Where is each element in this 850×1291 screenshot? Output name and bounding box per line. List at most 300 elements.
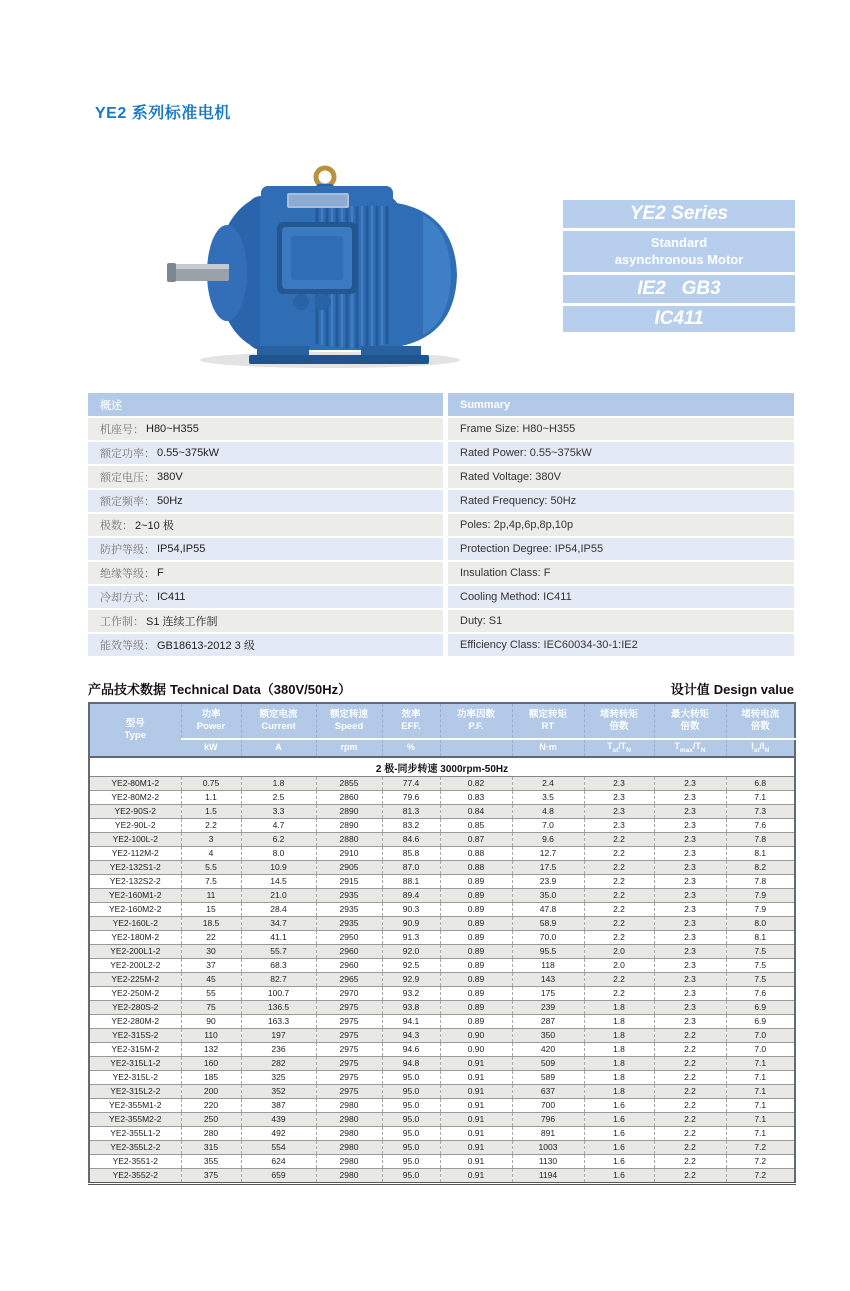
cell-pf: 0.91 [440,1169,512,1184]
cell-pf: 0.89 [440,875,512,889]
cell-ist-in: 6.9 [726,1001,795,1015]
cell-speed: 2905 [316,861,382,875]
cell-tmax-tn: 2.2 [654,1169,726,1184]
table-row [89,1043,795,1057]
col-locked-rotor-torque: 堵转转矩 倍数 [584,703,654,739]
cell-current: 21.0 [241,889,316,903]
summary-label-cn: 防护等级： [100,544,155,556]
cell-speed: 2950 [316,931,382,945]
summary-value-cn: 2~10 极 [135,520,174,532]
cell-speed: 2975 [316,1029,382,1043]
cell-speed: 2980 [316,1127,382,1141]
col-speed: 额定转速 Speed [316,703,382,739]
summary-value-en: Efficiency Class: IEC60034-30-1:IE2 [448,634,794,656]
cell-ist-in: 7.1 [726,1127,795,1141]
cell-ist-in: 7.9 [726,903,795,917]
cell-tmax-tn: 2.3 [654,875,726,889]
cell-speed: 2975 [316,1085,382,1099]
cell-eff: 77.4 [382,777,440,791]
cell-current: 352 [241,1085,316,1099]
cell-tmax-tn: 2.2 [654,1155,726,1169]
cell-speed: 2975 [316,1043,382,1057]
cell-tst-tn: 2.2 [584,875,654,889]
cell-tmax-tn: 2.3 [654,805,726,819]
cell-current: 492 [241,1127,316,1141]
cell-pf: 0.91 [440,1057,512,1071]
cell-rt: 12.7 [512,847,584,861]
cell-rt: 891 [512,1127,584,1141]
cell-type: YE2-3551-2 [89,1155,181,1169]
cell-current: 325 [241,1071,316,1085]
cell-current: 8.0 [241,847,316,861]
cell-ist-in: 8.1 [726,931,795,945]
cell-tst-tn: 2.0 [584,945,654,959]
cell-tmax-tn: 2.3 [654,819,726,833]
summary-row [88,490,794,512]
table-row [89,1127,795,1141]
badge-series: YE2 Series [563,200,795,228]
summary-row [88,514,794,536]
tech-table-header [89,703,795,757]
cell-current: 439 [241,1113,316,1127]
cell-eff: 83.2 [382,819,440,833]
cell-power: 55 [181,987,241,1001]
cell-tmax-tn: 2.3 [654,889,726,903]
cell-ist-in: 7.5 [726,959,795,973]
cell-rt: 118 [512,959,584,973]
cell-current: 3.3 [241,805,316,819]
cell-rt: 1003 [512,1141,584,1155]
cell-ist-in: 7.1 [726,1057,795,1071]
cell-speed: 2915 [316,875,382,889]
cell-ist-in: 8.1 [726,847,795,861]
summary-value-cn: F [157,567,164,579]
table-row [89,819,795,833]
cell-tst-tn: 1.8 [584,1071,654,1085]
cell-speed: 2960 [316,945,382,959]
col-rt: 额定转矩 RT [512,703,584,739]
cell-tst-tn: 2.2 [584,973,654,987]
cell-tmax-tn: 2.2 [654,1085,726,1099]
cell-power: 220 [181,1099,241,1113]
cell-tst-tn: 1.6 [584,1099,654,1113]
cell-eff: 94.6 [382,1043,440,1057]
summary-label-cn: 额定频率： [100,496,155,508]
cell-current: 14.5 [241,875,316,889]
cell-speed: 2975 [316,1057,382,1071]
cell-tmax-tn: 2.3 [654,973,726,987]
cell-tmax-tn: 2.2 [654,1071,726,1085]
cell-pf: 0.88 [440,847,512,861]
table-row [89,875,795,889]
cell-pf: 0.89 [440,931,512,945]
cell-tst-tn: 2.0 [584,959,654,973]
table-row [89,1099,795,1113]
cell-power: 22 [181,931,241,945]
cell-power: 2.2 [181,819,241,833]
cell-pf: 0.91 [440,1127,512,1141]
cell-rt: 350 [512,1029,584,1043]
summary-rows [88,418,794,656]
cell-tmax-tn: 2.2 [654,1043,726,1057]
cell-current: 236 [241,1043,316,1057]
summary-header-en: Summary [448,393,794,416]
cell-ist-in: 8.2 [726,861,795,875]
cell-speed: 2980 [316,1141,382,1155]
cell-tst-tn: 2.2 [584,847,654,861]
cell-pf: 0.89 [440,917,512,931]
tech-title-left [88,679,351,698]
col-type: 型号 Type [89,703,181,757]
cell-speed: 2960 [316,959,382,973]
cell-type: YE2-100L-2 [89,833,181,847]
cell-eff: 95.0 [382,1141,440,1155]
table-row [89,903,795,917]
summary-label-cn: 能效等级： [100,640,155,652]
table-row [89,1085,795,1099]
table-row [89,1113,795,1127]
cell-type: YE2-315S-2 [89,1029,181,1043]
cell-pf: 0.87 [440,833,512,847]
cell-ist-in: 6.8 [726,777,795,791]
cell-tst-tn: 2.2 [584,903,654,917]
cell-speed: 2975 [316,1001,382,1015]
cell-ist-in: 7.8 [726,875,795,889]
table-row [89,959,795,973]
cell-ist-in: 7.3 [726,805,795,819]
cell-current: 68.3 [241,959,316,973]
summary-row [88,466,794,488]
cell-tst-tn: 2.3 [584,777,654,791]
cell-ist-in: 7.0 [726,1029,795,1043]
summary-value-cn: GB18613-2012 3 级 [157,640,255,652]
cell-eff: 89.4 [382,889,440,903]
summary-row [88,586,794,608]
cell-pf: 0.89 [440,1001,512,1015]
cell-tmax-tn: 2.3 [654,931,726,945]
cell-tst-tn: 2.2 [584,889,654,903]
cell-tst-tn: 1.8 [584,1015,654,1029]
cell-power: 0.75 [181,777,241,791]
cell-pf: 0.89 [440,973,512,987]
cell-pf: 0.85 [440,819,512,833]
summary-row [88,538,794,560]
cell-rt: 700 [512,1099,584,1113]
cell-current: 659 [241,1169,316,1184]
cell-speed: 2975 [316,1071,382,1085]
cell-ist-in: 7.6 [726,819,795,833]
cell-tmax-tn: 2.2 [654,1057,726,1071]
table-row [89,1001,795,1015]
summary-value-en: Poles: 2p,4p,6p,8p,10p [448,514,794,536]
cell-rt: 509 [512,1057,584,1071]
unit-percent: % [382,739,440,757]
cell-power: 185 [181,1071,241,1085]
cell-power: 15 [181,903,241,917]
summary-label-cn: 绝缘等级： [100,568,155,580]
summary-value-en: Rated Frequency: 50Hz [448,490,794,512]
cell-speed: 2910 [316,847,382,861]
col-eff: 效率 EFF. [382,703,440,739]
cell-ist-in: 7.2 [726,1155,795,1169]
cell-type: YE2-315L2-2 [89,1085,181,1099]
table-row [89,917,795,931]
cell-speed: 2860 [316,791,382,805]
cell-tst-tn: 1.6 [584,1169,654,1184]
cell-current: 6.2 [241,833,316,847]
cell-eff: 92.0 [382,945,440,959]
badge-subtitle-line1: Standard [650,235,708,251]
summary-row [88,634,794,656]
cell-eff: 95.0 [382,1169,440,1184]
cell-current: 41.1 [241,931,316,945]
cell-eff: 87.0 [382,861,440,875]
cell-type: YE2-132S1-2 [89,861,181,875]
cell-power: 1.1 [181,791,241,805]
cell-current: 28.4 [241,903,316,917]
cell-rt: 23.9 [512,875,584,889]
table-row [89,889,795,903]
unit-tst-tn: $T_{st}/T_N$ [584,739,654,757]
cell-current: 100.7 [241,987,316,1001]
cell-power: 200 [181,1085,241,1099]
table-row [89,847,795,861]
table-row [89,1015,795,1029]
cell-tst-tn: 1.6 [584,1113,654,1127]
cell-power: 45 [181,973,241,987]
cell-ist-in: 8.0 [726,917,795,931]
cell-ist-in: 7.0 [726,1043,795,1057]
table-row [89,1057,795,1071]
cell-tst-tn: 1.6 [584,1127,654,1141]
col-pf: 功率因数 P.F. [440,703,512,739]
cell-tst-tn: 1.8 [584,1029,654,1043]
cell-rt: 287 [512,1015,584,1029]
tech-table-body [89,777,795,1184]
cell-pf: 0.91 [440,1099,512,1113]
cell-power: 37 [181,959,241,973]
cell-eff: 95.0 [382,1113,440,1127]
cell-tst-tn: 1.8 [584,1085,654,1099]
cell-current: 82.7 [241,973,316,987]
summary-value-en: Insulation Class: F [448,562,794,584]
cell-rt: 589 [512,1071,584,1085]
cell-speed: 2965 [316,973,382,987]
tech-title-en: Technical Data（380V/50Hz） [170,682,352,697]
unit-tmax-tn: $T_{max}/T_N$ [654,739,726,757]
summary-value-en: Protection Degree: IP54,IP55 [448,538,794,560]
cell-power: 355 [181,1155,241,1169]
cell-speed: 2855 [316,777,382,791]
cell-power: 75 [181,1001,241,1015]
cell-speed: 2935 [316,903,382,917]
cell-speed: 2980 [316,1099,382,1113]
cell-ist-in: 7.1 [726,1099,795,1113]
cell-type: YE2-160L-2 [89,917,181,931]
summary-value-cn: IC411 [157,591,186,603]
table-row [89,1155,795,1169]
table-row [89,945,795,959]
cell-tst-tn: 2.3 [584,791,654,805]
cell-power: 1.5 [181,805,241,819]
cell-eff: 79.6 [382,791,440,805]
col-locked-rotor-current: 堵转电流 倍数 [726,703,795,739]
summary-label-cn: 机座号： [100,424,144,436]
tech-title-cn: 产品技术数据 [88,682,167,697]
cell-pf: 0.89 [440,959,512,973]
pole-section-label: 2 极-同步转速 3000rpm-50Hz [89,757,795,777]
cell-eff: 92.5 [382,959,440,973]
cell-current: 387 [241,1099,316,1113]
cell-rt: 1130 [512,1155,584,1169]
cell-eff: 95.0 [382,1071,440,1085]
cell-rt: 2.4 [512,777,584,791]
cell-type: YE2-225M-2 [89,973,181,987]
cell-speed: 2880 [316,833,382,847]
unit-nm: N·m [512,739,584,757]
cell-current: 2.5 [241,791,316,805]
cell-tmax-tn: 2.2 [654,1099,726,1113]
design-value-en: Design value [713,682,794,697]
cell-rt: 70.0 [512,931,584,945]
cell-rt: 95.5 [512,945,584,959]
summary-header-cn: 概述 [88,393,443,416]
cell-type: YE2-355L2-2 [89,1141,181,1155]
table-row [89,1169,795,1184]
cell-tmax-tn: 2.2 [654,1141,726,1155]
table-row [89,931,795,945]
cell-ist-in: 7.1 [726,1071,795,1085]
eye-bolt-icon [316,168,334,186]
cell-tmax-tn: 2.3 [654,1015,726,1029]
cell-speed: 2935 [316,917,382,931]
table-row [89,1141,795,1155]
cell-power: 5.5 [181,861,241,875]
cell-ist-in: 7.1 [726,791,795,805]
cell-speed: 2890 [316,805,382,819]
cell-rt: 420 [512,1043,584,1057]
cell-power: 4 [181,847,241,861]
summary-value-cn: H80~H355 [146,423,199,435]
cell-tmax-tn: 2.3 [654,777,726,791]
cell-type: YE2-250M-2 [89,987,181,1001]
summary-label-cn: 额定电压： [100,472,155,484]
cell-eff: 91.3 [382,931,440,945]
cell-tmax-tn: 2.2 [654,1113,726,1127]
cell-pf: 0.91 [440,1085,512,1099]
cell-current: 624 [241,1155,316,1169]
cell-power: 250 [181,1113,241,1127]
cell-power: 18.5 [181,917,241,931]
summary-value-cn: S1 连续工作制 [146,616,218,628]
cell-rt: 175 [512,987,584,1001]
cell-type: YE2-160M2-2 [89,903,181,917]
summary-label-cn: 工作制： [100,616,144,628]
cell-power: 110 [181,1029,241,1043]
cell-power: 30 [181,945,241,959]
cell-type: YE2-90S-2 [89,805,181,819]
cell-tst-tn: 2.2 [584,987,654,1001]
cell-ist-in: 7.6 [726,987,795,1001]
cell-type: YE2-355L1-2 [89,1127,181,1141]
cell-speed: 2935 [316,889,382,903]
cell-rt: 47.8 [512,903,584,917]
cell-power: 132 [181,1043,241,1057]
col-max-torque: 最大转矩 倍数 [654,703,726,739]
table-row [89,987,795,1001]
cell-rt: 7.0 [512,819,584,833]
summary-value-en: Cooling Method: IC411 [448,586,794,608]
cell-tmax-tn: 2.3 [654,945,726,959]
cell-tst-tn: 2.2 [584,931,654,945]
summary-value-cn: 380V [157,471,183,483]
summary-row [88,418,794,440]
table-row [89,791,795,805]
cell-ist-in: 7.5 [726,973,795,987]
col-power: 功率 Power [181,703,241,739]
summary-value-cn: 0.55~375kW [157,447,220,459]
cell-power: 3 [181,833,241,847]
cell-type: YE2-3552-2 [89,1169,181,1184]
cell-ist-in: 7.8 [726,833,795,847]
design-value-cn: 设计值 [670,682,710,697]
cell-eff: 95.0 [382,1085,440,1099]
badge-subtitle-line2: asynchronous Motor [614,251,744,267]
summary-label-cn: 极数： [100,520,133,532]
cell-type: YE2-80M1-2 [89,777,181,791]
summary-header [88,393,794,416]
cell-current: 34.7 [241,917,316,931]
cell-rt: 17.5 [512,861,584,875]
cell-tst-tn: 1.6 [584,1141,654,1155]
cell-ist-in: 7.5 [726,945,795,959]
cell-type: YE2-200L1-2 [89,945,181,959]
cell-pf: 0.91 [440,1155,512,1169]
cell-pf: 0.88 [440,861,512,875]
cell-tst-tn: 2.3 [584,805,654,819]
summary-value-cn: IP54,IP55 [157,543,206,555]
cell-rt: 58.9 [512,917,584,931]
table-row [89,805,795,819]
cell-current: 163.3 [241,1015,316,1029]
cell-type: YE2-90L-2 [89,819,181,833]
cell-type: YE2-80M2-2 [89,791,181,805]
cell-eff: 90.9 [382,917,440,931]
cell-pf: 0.84 [440,805,512,819]
cell-tmax-tn: 2.3 [654,847,726,861]
cell-rt: 3.5 [512,791,584,805]
cell-power: 90 [181,1015,241,1029]
cell-ist-in: 7.2 [726,1169,795,1184]
table-row [89,777,795,791]
tech-data-table [88,702,796,1185]
cell-current: 554 [241,1141,316,1155]
tech-section-heading [88,679,794,698]
summary-row [88,442,794,464]
cell-tst-tn: 1.6 [584,1155,654,1169]
cell-tmax-tn: 2.3 [654,959,726,973]
cell-eff: 95.0 [382,1099,440,1113]
badge-cooling: IC411 [563,306,795,332]
cell-current: 282 [241,1057,316,1071]
cell-pf: 0.91 [440,1113,512,1127]
cell-rt: 4.8 [512,805,584,819]
cell-speed: 2980 [316,1155,382,1169]
summary-label-cn: 额定功率： [100,448,155,460]
motor-image [165,160,465,370]
cell-power: 160 [181,1057,241,1071]
cell-type: YE2-160M1-2 [89,889,181,903]
